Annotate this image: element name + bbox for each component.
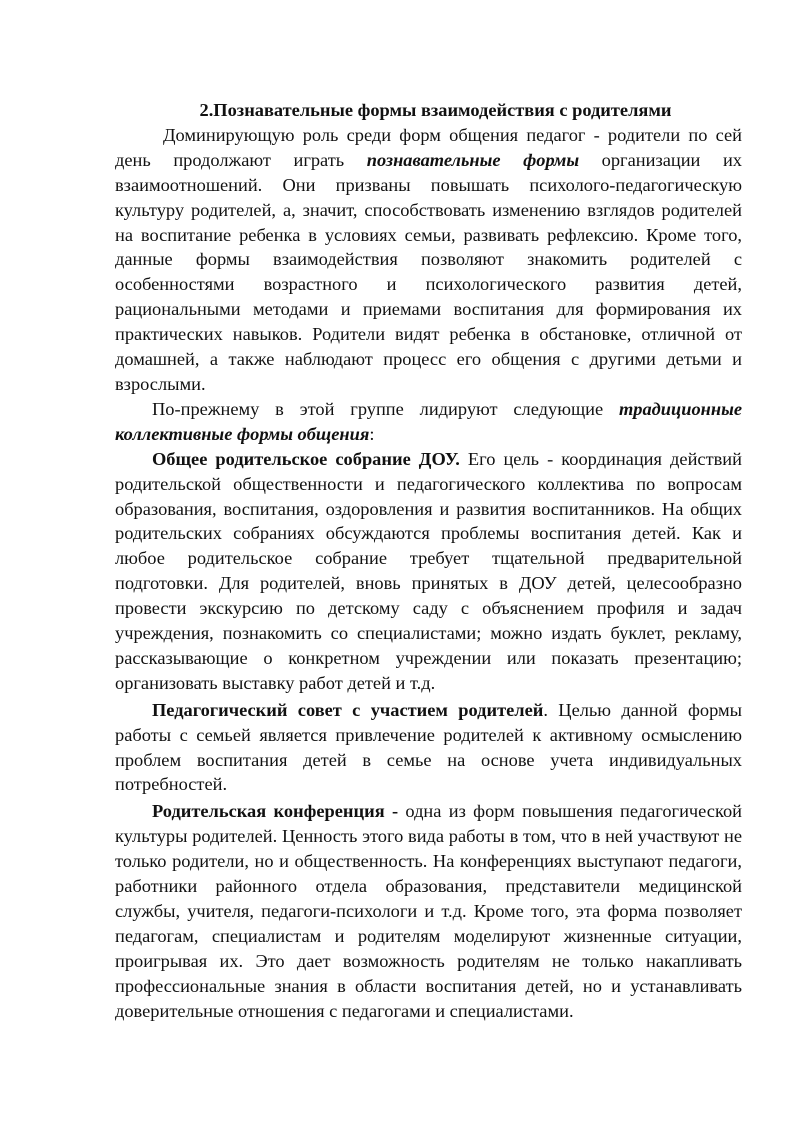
paragraph-text: : [369,423,375,444]
heading-parent-conference: Родительская конференция - [152,801,399,822]
paragraph-pedagogical-council [115,698,742,798]
paragraph-parent-conference [115,799,742,1023]
paragraph-text: . Целью данной формы работы с семьей является привлечение родителей к активному осмыслению проблем воспитания детей в семье на основе учета индивидуальных потребностей. [115,699,742,795]
paragraph-text: организации их взаимоотношений. Они призваны повышать психолого-педагогическую культуру родителей, а, значит, способствовать изменению взглядов родителей на воспитание ребенка в условиях семьи, развивать рефлексию. Кроме того, данные формы взаимодействия позволяют знакомить родителей с особенностями возрастного и психологического развития детей, рациональными методами и приемами воспитания для формирования их практических навыков. Родители видят ребенка в обстановке, отличной от домашней, а также наблюдают процесс его общения с другими детьми и взрослыми. [115,149,742,394]
emphasis-cognitive-forms: познавательные формы [366,149,580,170]
heading-pedagogical-council: Педагогический совет с участием родителей [152,699,544,720]
paragraph-text: одна из форм повышения педагогической культуры родителей. Ценность этого вида работы в том, что в ней участвуют не только родители, но и общественность. На конференциях выступают педагоги, работники районного отдела образования, представители медицинской службы, учителя, педагоги-психологи и т.д. Кроме того, эта форма позволяет педагогам, специалистам и родителям моделируют жизненные ситуации, проигрывая их. Это дает возможность родителям не только накапливать профессиональные знания в области воспитания детей, но и устанавливать доверительные отношения с педагогами и специалистами. [115,801,742,1021]
emphasis-traditional-forms: традиционные коллективные формы общения [115,398,742,444]
paragraph-traditional-forms [115,397,742,447]
paragraph-text: По-прежнему в этой группе лидируют следующие [152,398,619,419]
paragraph-parent-meeting [115,447,742,696]
paragraph-cognitive-forms [115,123,742,397]
heading-parent-meeting: Общее родительское собрание ДОУ. [152,448,460,469]
page-title: 2.Познавательные формы взаимодействия с родителями [199,100,672,120]
document-page [115,98,742,1024]
paragraph-text: Его цель - координация действий родительской общественности и педагогического коллектива по вопросам образования, воспитания, оздоровления и развития воспитанников. На общих родительских собраниях обсуждаются проблемы воспитания детей. Как и любое родительское собрание требует тщательной предварительной подготовки. Для родителей, вновь принятых в ДОУ детей, целесообразно провести экскурсию по детскому саду с объяснением профиля и задач учреждения, познакомить со специалистами; можно издать буклет, рекламу, рассказывающие о конкретном учреждении или показать презентацию; организовать выставку работ детей и т.д. [115,448,742,693]
paragraph-text: Доминирующую роль среди форм общения педагог - родители по сей день продолжают играть [115,124,742,170]
